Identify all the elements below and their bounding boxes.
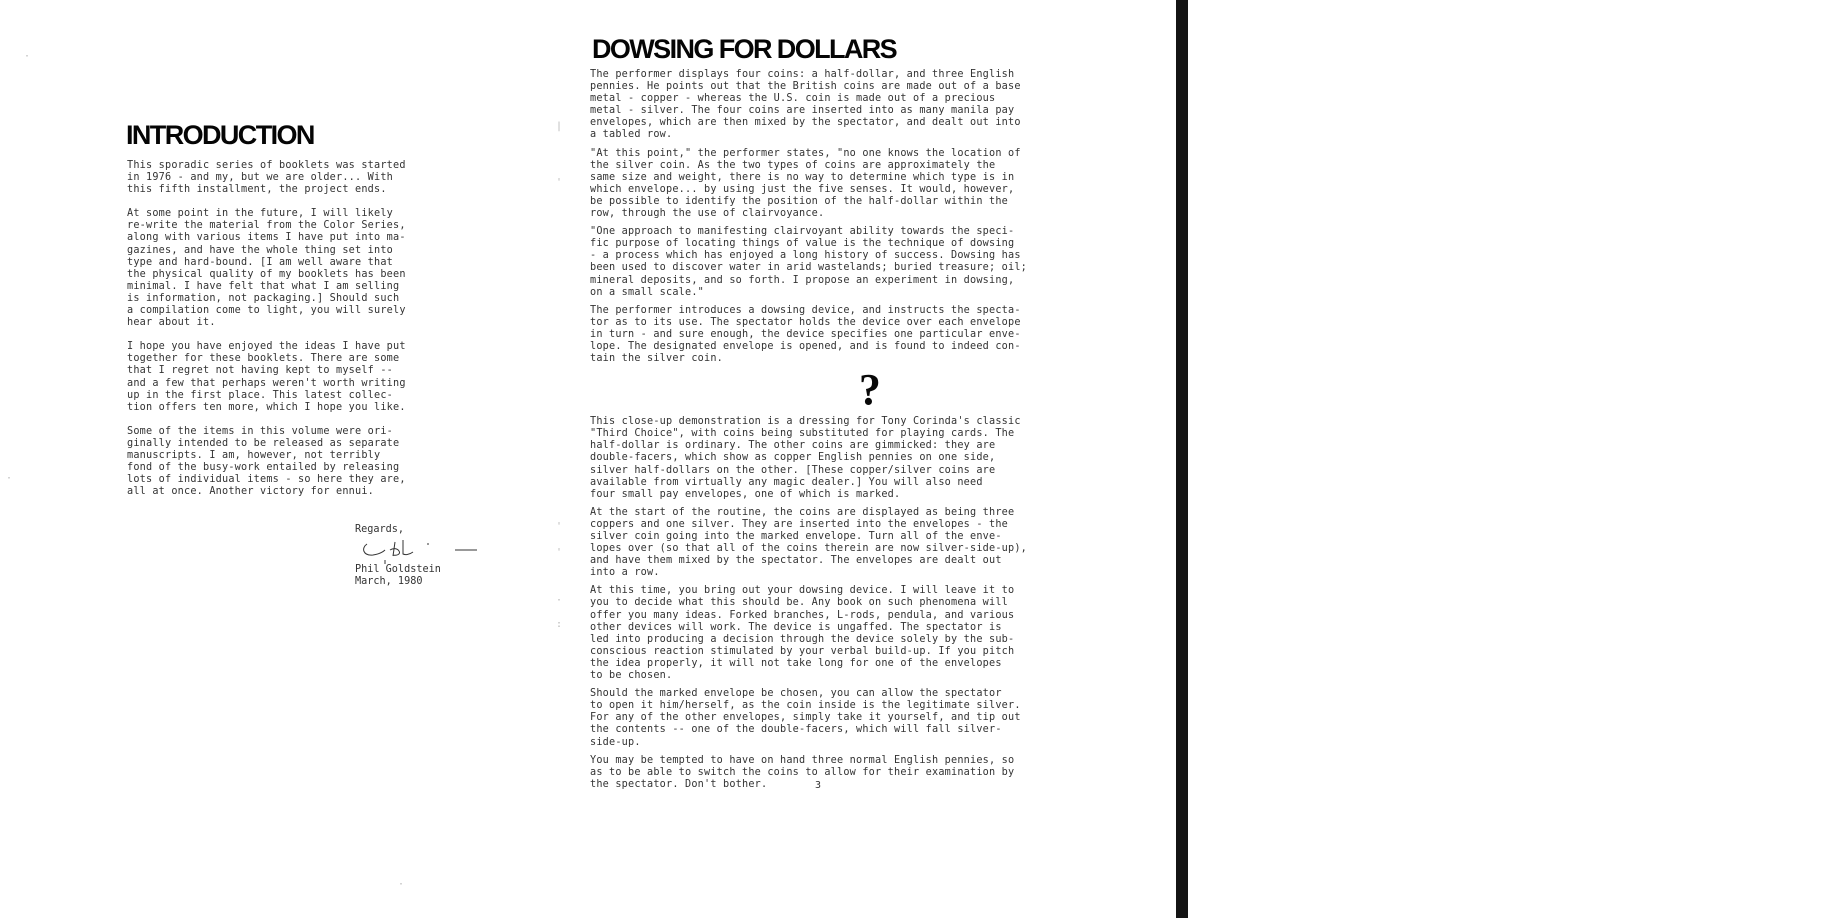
scan-speck: ' <box>556 177 563 188</box>
scan-speck: : <box>556 619 563 630</box>
scan-speck: · <box>398 879 405 890</box>
effect-paragraph: "At this point," the performer states, "no one knows the location of the silver coin. As the two types of coins are approximately the same size and weight, there is no way to determine which type is in which envelope... by using just the five senses. It would, however, be possible to identify the position of the half-dollar within the row, through the use of clairvoyance. <box>590 147 1021 220</box>
page-number: 3 <box>815 780 822 791</box>
author-name: Phil Goldstein <box>355 564 441 575</box>
dowsing-body <box>590 69 1090 797</box>
scan-speck: ' <box>556 547 563 558</box>
scan-speck: · <box>6 473 13 484</box>
effect-paragraph: "One approach to manifesting clairvoyant ability towards the speci- fic purpose of locating things of value is the technique of dowsing - a process which has enjoyed a long history of success. Dowsing has been used to discover water in arid wastelands; buried treasure; oil; mineral deposits, and so forth. I propose an experiment in dowsing, on a small scale." <box>590 226 1028 298</box>
introduction-paragraph: I hope you have enjoyed the ideas I have put together for these booklets. There are some that I regret not having kept to myself -- and a few that perhaps weren't worth writing up in the first place. This latest collec- tion offers ten more, which I hope you like. <box>127 341 406 413</box>
introduction-heading: INTRODUCTION <box>126 120 314 150</box>
method-paragraph: Should the marked envelope be chosen, you can allow the spectator to open it him/herself, as the coin inside is the legitimate silver. For any of the other envelopes, simply take it yourself, and tip out the contents -- one of the double-facers, which will fall silver- side-up. <box>590 688 1021 748</box>
dowsing-heading: DOWSING FOR DOLLARS <box>592 34 897 64</box>
introduction-body <box>127 160 467 510</box>
scan-speck: ' <box>556 521 563 532</box>
section-divider-question-mark: ? <box>858 365 882 415</box>
method-paragraph: You may be tempted to have on hand three normal English pennies, so as to be able to switch the coins to allow for their examination by the spectator. Don't bother. <box>590 754 1015 790</box>
method-paragraph: At the start of the routine, the coins are displayed as being three coppers and one silver. They are inserted into the envelopes - the silver coin going into the marked envelope. Turn all of the enve- lopes over (so that all of the coins therein are now silver-side-up), and have them mixed by the spectator. The envelopes are dealt out into a row. <box>590 506 1028 579</box>
introduction-paragraph: At some point in the future, I will likely re-write the material from the Color Series, along with various items I have put into ma- gazines, and have the whole thing set into type and hard-bound. [I am well aware that the physical quality of my booklets has been minimal. I have felt that what I am selling is information, not packaging.] Should such a compilation come to light, you will surely hear about it. <box>127 208 406 329</box>
effect-paragraph: The performer introduces a dowsing device, and instructs the specta- tor as to its use. The spectator holds the device over each envelope in turn - and sure enough, the device specifies one particular enve- lope. The designated envelope is opened, and is found to indeed con- tain the silver coin. <box>590 304 1021 365</box>
signoff-block <box>355 524 477 588</box>
handwritten-signature <box>357 538 477 564</box>
method-paragraph: This close-up demonstration is a dressing for Tony Corinda's classic "Third Choice", with coins being substituted for playing cards. The half-dollar is ordinary. The other coins are gimmicked: they are double-facers, which show as copper English pennies on one side, silver half-dollars on the other. [These copper/silver coins are available from virtually any magic dealer.] You will also need four small pay envelopes, one of which is marked. <box>590 416 1021 500</box>
scan-speck: · <box>556 595 563 606</box>
introduction-paragraph: This sporadic series of booklets was started in 1976 - and my, but we are older... With this fifth installment, the project ends. <box>127 160 406 196</box>
effect-paragraph: The performer displays four coins: a half-dollar, and three English pennies. He points out that the British coins are made out of a base metal - copper - whereas the U.S. coin is made out of a precious metal - silver. The four coins are inserted into as many manila pay envelopes, which are then mixed by the spectator, and dealt out into a tabled row. <box>590 69 1021 141</box>
method-paragraph: At this time, you bring out your dowsing device. I will leave it to you to decide what this should be. Any book on such phenomena will offer you many ideas. Forked branches, L-rods, pendula, and various other devices will work. The device is ungaffed. The spectator is led into producing a decision through the device solely by the sub- conscious reaction stimulated by your verbal build-up. If you pitch the idea properly, it will not take long for one of the envelopes to be chosen. <box>590 585 1015 682</box>
introduction-paragraph: Some of the items in this volume were ori- ginally intended to be released as separate manuscripts. I am, however, not terribly fond of the busy-work entailed by releasing lots of individual items - so here they are, all at once. Another victory for ennui. <box>127 425 406 498</box>
scan-speck: · <box>24 51 31 62</box>
closing-text: Regards, <box>355 524 405 535</box>
signoff-date: March, 1980 <box>355 576 423 587</box>
scan-edge-bar <box>1176 0 1188 918</box>
scan-speck: | <box>556 121 563 132</box>
